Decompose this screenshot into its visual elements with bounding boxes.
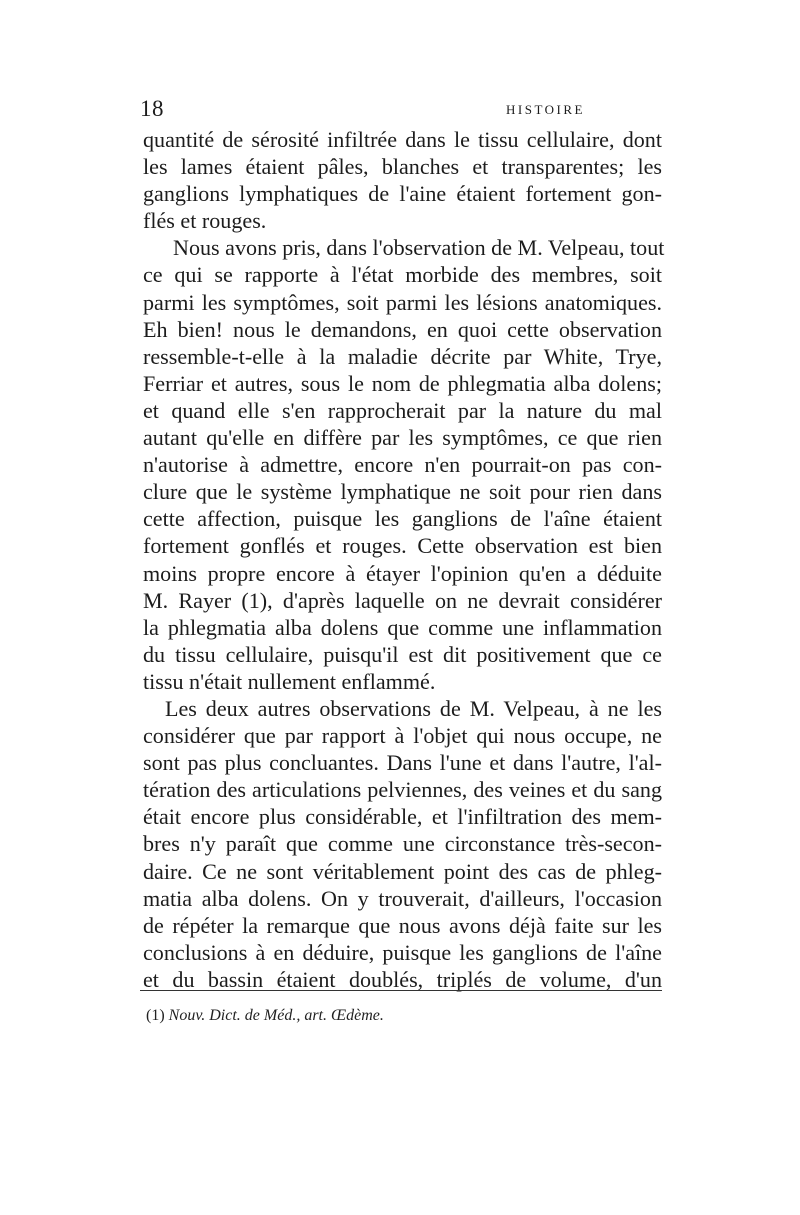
text-line: du tissu cellulaire, puisqu'il est dit positivement que ce [143, 641, 662, 667]
footnote-rule [140, 990, 662, 991]
text-line: ce qui se rapporte à l'état morbide des membres, soit [143, 262, 662, 288]
text-line: les lames étaient pâles, blanches et transparentes; les [143, 154, 662, 180]
text-line: cette affection, puisque les ganglions de l'aîne étaient [143, 506, 662, 532]
text-line: Nous avons pris, dans l'observation de M. Velpeau, tout [173, 235, 665, 261]
footnote-marker: (1) [146, 1007, 165, 1024]
text-line: de répéter la remarque que nous avons déjà faite sur les [143, 912, 662, 938]
text-line: matia alba dolens. On y trouverait, d'ailleurs, l'occasion [143, 885, 662, 911]
text-line: parmi les symptômes, soit parmi les lésions anatomiques. [143, 289, 662, 315]
text-line: n'autorise à admettre, encore n'en pourrait-on pas con- [143, 452, 662, 478]
running-title: HISTOIRE [506, 102, 585, 117]
page-header [138, 96, 663, 126]
text-line: était encore plus considérable, et l'infiltration des mem- [143, 804, 662, 830]
footnote [146, 1007, 384, 1025]
text-line: flés et rouges. [143, 208, 267, 234]
text-line: ressemble-t-elle à la maladie décrite par White, Trye, [143, 343, 662, 369]
text-line: conclusions à en déduire, puisque les ganglions de l'aîne [143, 939, 662, 965]
text-line: M. Rayer (1), d'après laquelle on ne devrait considérer [143, 587, 662, 613]
text-line: bres n'y paraît que comme une circonstance très-secon- [143, 831, 662, 857]
text-line: et du bassin étaient doublés, triplés de volume, d'un [143, 966, 662, 992]
text-line: fortement gonflés et rouges. Cette observation est bien [143, 533, 662, 559]
text-line: Ferriar et autres, sous le nom de phlegmatia alba dolens; [143, 370, 662, 396]
text-line: tération des articulations pelviennes, des veines et du sang [143, 777, 662, 803]
paragraph-2 [143, 234, 665, 695]
body-text [143, 126, 665, 993]
text-line: tissu n'était nullement enflammé. [143, 668, 436, 694]
footnote-text: Nouv. Dict. de Méd., art. Œdème. [168, 1007, 384, 1024]
text-line: clure que le système lymphatique ne soit pour rien dans [143, 479, 662, 505]
page-number: 18 [140, 96, 164, 121]
text-line: quantité de sérosité infiltrée dans le tissu cellulaire, dont [143, 127, 662, 152]
text-line: Eh bien! nous le demandons, en quoi cette observation [143, 316, 662, 342]
text-line: la phlegmatia alba dolens que comme une inflammation [143, 614, 662, 640]
text-line: daire. Ce ne sont véritablement point des cas de phleg- [143, 858, 662, 884]
paragraph-1 [143, 126, 662, 234]
text-line: considérer que par rapport à l'objet qui nous occupe, ne [143, 723, 662, 749]
text-line: autant qu'elle en diffère par les symptômes, ce que rien [143, 425, 662, 451]
paragraph-3 [143, 695, 662, 993]
text-line: et quand elle s'en rapprocherait par la nature du mal [143, 397, 662, 423]
text-line: Les deux autres observations de M. Velpeau, à ne les [165, 695, 662, 721]
text-line: moins propre encore à étayer l'opinion qu'en a déduite [143, 560, 662, 586]
text-line: sont pas plus concluantes. Dans l'une et dans l'autre, l'al- [143, 750, 662, 776]
text-line: ganglions lymphatiques de l'aine étaient fortement gon- [143, 181, 662, 207]
